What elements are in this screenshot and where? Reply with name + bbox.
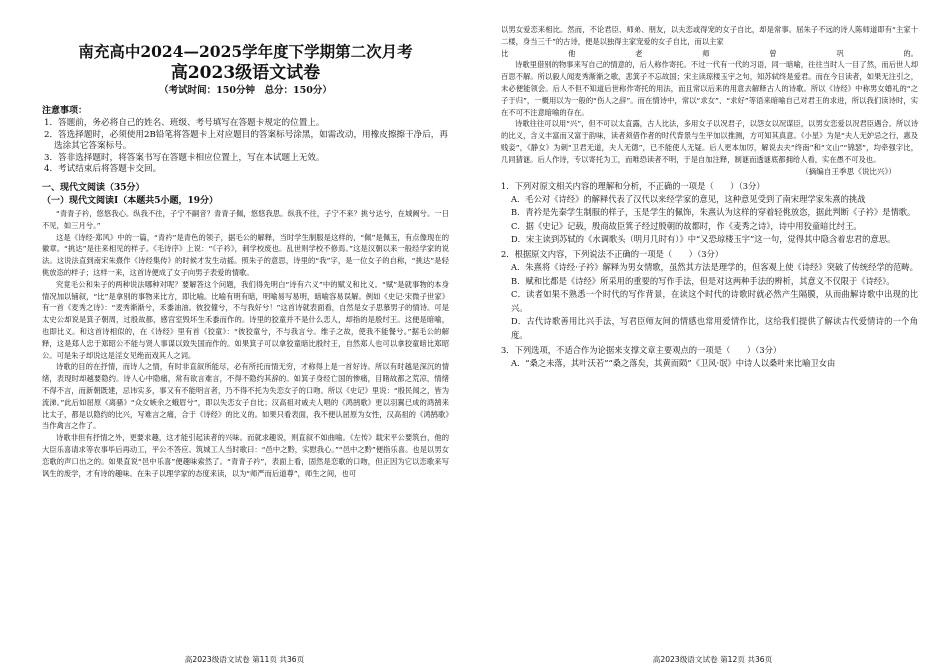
notes-heading: 注意事项： (42, 106, 88, 116)
question-stem: 3．下列选项，不适合作为论据来支撑文章主要观点的一项是（ ）（3分） (501, 344, 782, 355)
exam-title: 南充高中2024—2025学年度下学期第二次月考 (78, 42, 413, 61)
spread-char: 的。 (903, 48, 918, 58)
note-item: 2．答选择题时，必须使用2B铅笔将答题卡上对应题目的答案标号涂黑，如需改动，用橡皮擦擦干净后，再选涂其它答案标号。 (44, 129, 448, 152)
answer-option: C．读者如果不熟悉一个时代的写作背景，在读这个时代的诗歌时就必然产生隔膜，从而曲解诗歌中出现的比兴。 (511, 289, 918, 313)
passage-paragraph: 这是《诗经·郑风》中的一篇，“青衿”是青色的领子，据毛公的解释，当时学生制服是这样的，“佩”是佩玉，有点像现在的徽章。“挑达”是往来相见的样子。《毛诗序》上说：“《子衿》，刺学校废也。乱世则学校不修焉。”这是汉朝以来一般经学家的说法。这说法直到南宋朱熹作《诗经集传》的时候才发生动摇。照朱子的意思，诗里的“我”字，是一位女子的自称，“挑达”是轻佻放恣的样子；这样一来，这首诗便成了女子向男子表爱的情歌。 (42, 232, 449, 277)
exam-info: （考试时间：150分钟 总分：150分） (159, 85, 332, 96)
passage-source: （摘编自王季思《说比兴》） (801, 166, 896, 176)
question-stem: 2．根据原文内容，下列说法不正确的一项是（ ）（3分） (501, 248, 724, 259)
passage-paragraph: 诗歌非但有抒情之外，更要求趣，这才能引起读者的兴味。而就求趣说，则直叙不如曲喻。《左传》载宋平公要筑台，他的大臣乐喜请求等农事毕后再动工，平公不答应。筑城工人当时歌曰：“邑中之黔，实慰我心。”“邑中之黔”便指乐喜。也是以男女恋歌的声口出之的。如果直说“邑中乐喜”便趣味索然了。“青青子衿”，表面上看，固然是恋歌的口吻，但正因为它以恋歌来写讽生的废学，才有诗的趣味。在朱子以理学家的态度来读，以为“师严而后道尊”，师生之间，也可 (42, 433, 449, 478)
spread-char: 巩 (836, 48, 844, 58)
spread-char: 老 (635, 48, 643, 58)
answer-option: B．赋和比都是《诗经》所采用的重要的写作手法，但是对这两种手法的辨析，其意义不仅限于《诗经》。 (511, 275, 895, 286)
spread-char: 曾 (769, 48, 777, 58)
passage-paragraph: 诗歌里借别的物事来写自己的情意的，后人称作寄托。不过一代有一代的习语，同一暗喻，往往当时人一目了然，而后世人却百思不解。所以毅人闻麦秀渐渐之歌，悲箕子不忘故国；宋主读琼楼玉宇之句，知苏轼终是爱君。而在今日读者，如果无注引之，未必便能领会。后人不但不知道后世称作寄托的用法，而且常以后来的用意去解释古人的诗歌。所以《诗经》中称男女婚礼的“之子于归”，一概用以为一般的“伤人之辞”。而在情诗中，常以“求女”、“求好”等语来暗喻自己对君王的求进，所以我们读诗时，实在不可不注意暗喻的存在。 (501, 60, 918, 117)
answer-option: D．古代诗歌善用比兴手法，写君臣师友间的情感也常用爱情作比，这给我们提供了解读古代爱情诗的一个角度。 (511, 316, 918, 340)
spread-line (501, 48, 918, 60)
question-stem: 1．下列对原文相关内容的理解和分析，不正确的一项是（ ）（3分） (501, 180, 765, 191)
note-item: 4．考试结束后将答题卡交回。 (44, 164, 162, 175)
passage-paragraph: 以男女爱恋来相比。然而，不论君臣、师弟、朋友，以夫恋或得宠的女子自比，却是常事。屈朱子不远的诗人陈师道即有“主家十二楼，身当三千”的古诗，便是以独得主家宠爱的女子自比，而以主家 (501, 25, 918, 46)
answer-option: A．毛公对《诗经》的解释代表了汉代以来经学家的意见，这种意见受到了南宋理学家朱熹的挑战 (511, 193, 866, 204)
spread-char: 他 (568, 48, 576, 58)
spread-char: 比 (501, 48, 509, 58)
right-page (475, 0, 950, 671)
answer-option: A．朱熹将《诗经·子衿》解释为男女情歌，虽然其方法是理学的，但客观上使《诗经》突破了传统经学的范畴。 (511, 261, 918, 272)
subsection-heading: （一）现代文阅读Ⅰ（本题共5小题，19分） (42, 195, 218, 206)
section-heading: 一、现代文阅读（35分） (42, 182, 145, 193)
passage-paragraph: “青青子衿，悠悠我心。纵我不往，子宁不嗣音？青青子佩，悠悠我思。纵我不往，子宁不来？挑兮达兮，在城阙兮。一日不见，如三月兮。” (42, 208, 449, 230)
answer-option: C．据《史记》记载，殷商故臣箕子经过殷朝的故都时，作《麦秀之诗》，诗中用狡童暗比纣王。 (511, 220, 862, 231)
answer-option: D．宋主读到苏轼的《水调歌头（明月几时有）》中“又恐琼楼玉宇”这一句，觉得其中隐含着忠君的意思。 (511, 234, 896, 245)
exam-subtitle: 高2023级语文试卷 (170, 63, 321, 83)
passage-paragraph: 诗歌的目的在抒情，而诗人之情，有时非直叙所能尽，必有所托而情无穷，才称得上是一首好诗。所以有时越是深沉的情绪，表现时却越要隐约。诗人心中隐痛，常有欲言难言，不得不隐约其辞的。如箕子身经亡国的惨痛，目睹故都之荒凉，情绪不得不言，而新朝既建，忌讳实多，事又有不能明言者，乃不得不托为失恋女子的口吻。所以《史记》里说：“殷民闻之，皆为流涕。”此后如屈原《离骚》“众女嫉余之蛾眉兮”，即以失恋女子自比；汉高祖对戚夫人唱的《鸿鹄歌》更以羽翼已成的鸿鹄来比太子，都是以隐约的比兴，写难言之痛，合于《诗经》的比义的。如果只看表面，我不便认屈原为女性，汉高祖的《鸿鹄歌》当作禽言之作了。 (42, 362, 449, 431)
note-item: 1．答题前，务必将自己的姓名、班级、考号填写在答题卡规定的位置上。 (44, 118, 325, 128)
note-item: 3．答非选择题时，将答案书写在答题卡相应位置上，写在本试题上无效。 (44, 152, 325, 163)
spread-char: 师 (702, 48, 710, 58)
passage-paragraph: 诗歌往往可以用“兴”，但不可以太直露，古人比法，多用女子以况君子，以怨女以况谋臣，以男女恋爱以况君臣遇合。所以诗的比义，含义丰富而又富于韵味，读者须借作者的时代背景与生平加以推测，方可知其真意。《小星》为是“夫人无妒忌之行，惠及贱妾”，《静女》为刺“卫君无道，夫人无德”，已不能使人无疑。后人更本加厉，解说去夫“终南”和“文山”“锦瑟”，均牵强字比，几同猜谜。后人作诗，专以寄托为工，而唯恐读者不明，于是自加注释，制谜而透谜底都拥给人看，实在愚不可及也。 (501, 119, 918, 164)
page-footer: 高2023级语文试卷 第12页 共36页 (652, 655, 773, 664)
answer-option: B．青衿是先秦学生制服的样子，玉是学生的佩饰，朱熹认为这样的穿着轻佻放恣，据此判断《子衿》是情歌。 (511, 207, 916, 218)
passage-paragraph: 究竟毛公和朱子的两种说法哪种对呢？要解答这个问题，我们得先明白“诗有六义”中的赋义和比义。“赋”是就事物的本身情况加以铺叙，“比”是拿别的事物来比方，即比喻。比喻有明有暗，明喻易写易明，暗喻容易误解。例如《史记·宋微子世家》有一首《麦秀之诗》：“麦秀渐渐兮，禾黍油油。彼狡僮兮，不与我好兮！”这首诗就表面看，自然是女子思慕男子的情诗。可是太史公却说是箕子朝周，过殷故都，感宫室毁坏生禾黍而作的。诗里的狡童并不是什么恋人，却指的是殷纣王。这便是暗喻，也即比义。和这首诗相似的，在《诗经》里有首《狡童》：“彼狡童兮，不与我言兮。维子之故，使我不能餐兮。”据毛公的解释，这是郑人忠于郑昭公不能与贤人事谋以致失国而作的。如果箕子可以拿狡童暗比殷纣王，自然郑人也可以拿狡童暗比郑昭公。可是朱子却说这是淫女见绝而戏其人之词。 (42, 279, 449, 360)
page-footer: 高2023级语文试卷 第11页 共36页 (184, 655, 305, 664)
answer-option: A．“桑之未落，其叶沃若”“桑之落矣，其黄而陨”《卫风·氓》中诗人以桑叶来比喻卫女由 (511, 357, 836, 368)
